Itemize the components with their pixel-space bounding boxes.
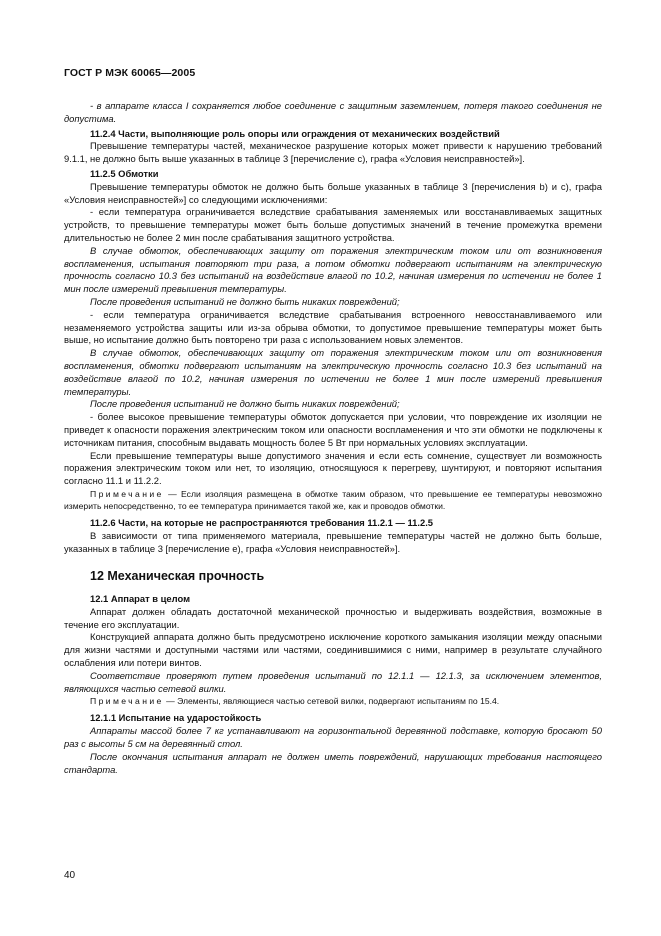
document-header: ГОСТ Р МЭК 60065—2005 xyxy=(64,67,196,79)
section-heading-12: 12 Механическая прочность xyxy=(90,569,265,584)
section-heading-11-2-5: 11.2.5 Обмотки xyxy=(90,167,159,179)
paragraph: После окончания испытания аппарат не должен иметь повреждений, нарушающих требования настоящего стандарта. xyxy=(64,750,602,775)
section-heading-12-1: 12.1 Аппарат в целом xyxy=(90,593,191,605)
list-item: - если температура ограничивается вследствие срабатывания встроенного невосстанавливаемого или незаменяемого устройства защиты или из-за обрыва обмотки, то допустимое превышение температуры может быть выше, но испытание должно быть повторено три раза с использованием новых элементов. xyxy=(64,308,602,346)
paragraph: - в аппарате класса I сохраняется любое соединение с защитным заземлением, потеря такого соединения не допустима. xyxy=(64,100,602,124)
note-text: — Элементы, являющиеся частью сетевой вилки, подвергают испытаниям по 15.4. xyxy=(163,696,500,707)
list-item: - если температура ограничивается вследствие срабатывания заменяемых или восстанавливаемых защитных устройств, то превышение температуры может быть больше допустимых значений в течение промежутка времени длительностью не более 2 мин после срабатывания защитного устройства. xyxy=(64,206,602,243)
note xyxy=(64,488,602,512)
paragraph: Если превышение температуры выше допустимого значения и если есть сомнение, существует ли возможность поражения электрическим током или нет, то изоляцию, относящуюся к перегреву, шунтируют, и повторяют испытания согласно 11.1 и 11.2.2. xyxy=(64,449,602,487)
page-number: 40 xyxy=(64,870,76,881)
paragraph: Соответствие проверяют путем проведения испытаний по 12.1.1 — 12.1.3, за исключением элементов, являющихся частью сетевой вилки. xyxy=(64,669,602,694)
paragraph: Превышение температуры обмоток не должно быть больше указанных в таблице 3 [перечисления b) и с), графа «Условия неисправностей»] со следующими исключениями: xyxy=(64,180,602,205)
note-label: Примечание xyxy=(90,696,164,707)
note xyxy=(64,695,602,707)
paragraph: В зависимости от типа применяемого материала, превышение температуры частей не должно быть больше, указанных в таблице 3 [перечисление е), графа «Условия неисправностей»]. xyxy=(64,529,602,554)
paragraph: В случае обмоток, обеспечивающих защиту от поражения электрическим током или от возникновения воспламенения, испытания повторяют три раза, а потом обмотки подвергают испытаниям на электрическую прочность согласно 10.3 без испытаний на воздействие влагой по 10.2, начиная измерения по истечении не более 1 мин после измерений превышения температуры. xyxy=(64,244,602,295)
section-heading-11-2-4: 11.2.4 Части, выполняющие роль опоры или ограждения от механических воздействий xyxy=(90,127,500,139)
section-heading-11-2-6: 11.2.6 Части, на которые не распространяются требования 11.2.1 — 11.2.5 xyxy=(90,516,434,528)
note-text: — Если изоляция размещена в обмотке таким образом, что превышение ее температуры невозможно измерить непосредственно, то ее температура принимается такой же, как и проводов обмотки. xyxy=(64,488,602,511)
paragraph: Аппарат должен обладать достаточной механической прочностью и выдерживать воздействия, возможные в течение его эксплуатации. xyxy=(64,605,602,630)
section-heading-12-1-1: 12.1.1 Испытание на ударостойкость xyxy=(90,712,262,724)
paragraph: В случае обмоток, обеспечивающих защиту от поражения электрическим током или от возникновения воспламенения, обмотки подвергают испытаниям на электрическую прочность согласно 10.3 без испытаний на воздействие влагой по 10.2, начиная измерения по истечении не более 1 мин после измерений превышения температуры. xyxy=(64,347,602,397)
document-body xyxy=(64,100,602,776)
paragraph: После проведения испытаний не должно быть никаких повреждений; xyxy=(90,398,400,410)
paragraph: После проведения испытаний не должно быть никаких повреждений; xyxy=(90,295,400,307)
paragraph: Конструкцией аппарата должно быть предусмотрено исключение короткого замыкания изоляции между опасными для жизни частями и доступными частями или частями, соединившимися с ними, например в результате случайного ослабления или потери винтов. xyxy=(64,631,602,669)
paragraph: Аппараты массой более 7 кг устанавливают на горизонтальной деревянной подставке, которую бросают 50 раз с высоты 5 см на деревянный стол. xyxy=(64,725,602,750)
note-label: Примечание xyxy=(90,488,164,499)
paragraph: Превышение температуры частей, механическое разрушение которых может привести к нарушению требований 9.1.1, не должно быть выше указанных в таблице 3 [перечисление с), графа «Условия неисправностей»]. xyxy=(64,140,602,165)
list-item: - более высокое превышение температуры обмоток допускается при условии, что повреждение их изоляции не приведет к опасности поражения электрическим током или опасности воспламенения и что эти обмотки не подключены к источникам питания, способным выдавать мощность более 5 Вт при нормальных условиях эксплуатации. xyxy=(64,411,602,448)
